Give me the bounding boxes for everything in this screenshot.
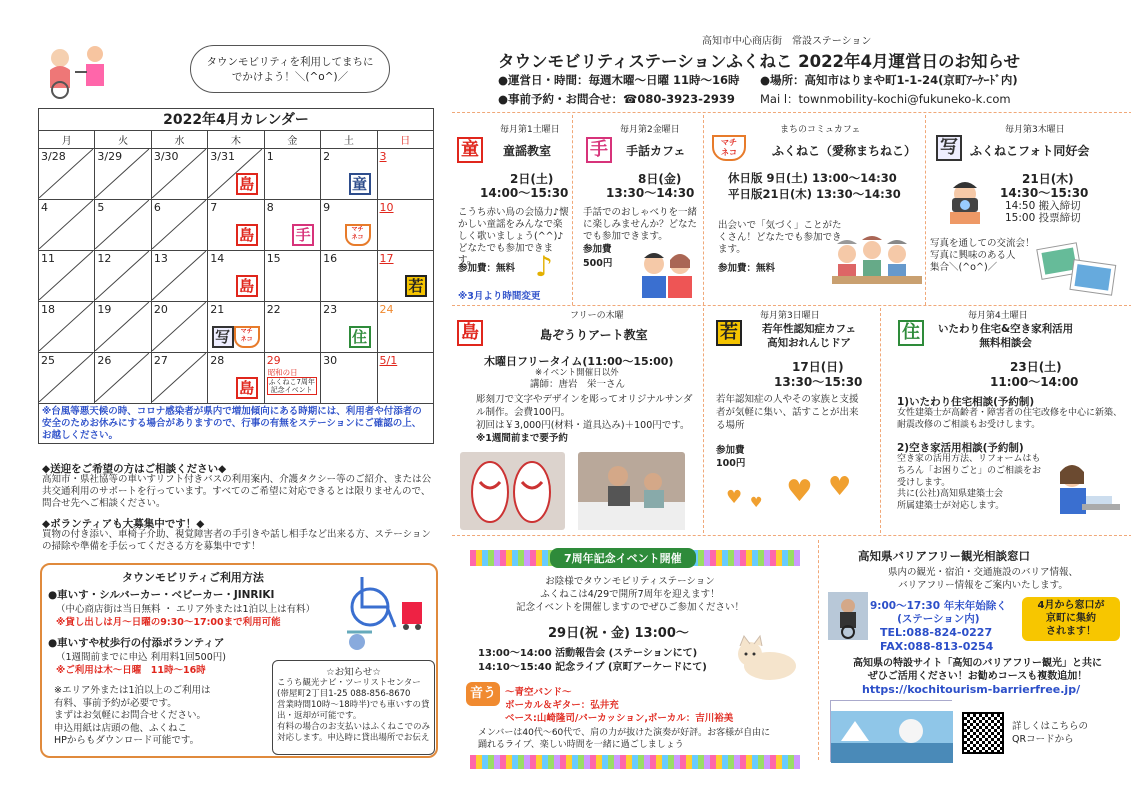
shima-mark-icon: 島 — [236, 173, 258, 195]
place-info: ●場所：高知市はりまや町1-1-24(京町ｱｰｹｰﾄﾞ内) — [760, 73, 1018, 87]
closed-day-slash — [95, 353, 149, 402]
info-box — [272, 660, 435, 755]
day-number: 3/29 — [97, 150, 123, 163]
info-title: ☆お知らせ☆ — [326, 667, 381, 678]
calendar-day — [264, 149, 320, 200]
calendar-title: 2022年4月カレンダー — [38, 108, 434, 130]
architect-illustration — [1042, 460, 1122, 530]
closed-day-slash — [95, 251, 149, 300]
volunteer-body: 買物の付き添い、車椅子介助、視覚障害者の手引きや話し相手など出来る方、ステーションの掃除や準備を手伝ってくださる方を募集中です！ — [42, 529, 431, 552]
org-name: 高知市中心商店街 常設ステーション — [702, 36, 872, 47]
event3-line1: 休日版 9日(土) 13:00～14:30 — [728, 171, 897, 185]
event2-week: 毎月第2金曜日 — [620, 125, 680, 135]
weekday-sun: 日 — [377, 131, 433, 149]
event7-s2: 2)空き家活用相談(予約制) — [897, 442, 1024, 454]
calendar-day — [151, 149, 207, 200]
event5-week: フリーの木曜 — [570, 311, 624, 321]
event2-name: 手話カフェ — [626, 144, 686, 158]
closed-day-slash — [39, 149, 93, 198]
barrier-tel: TEL:088-824-0227 — [880, 626, 993, 639]
day-number: 27 — [153, 354, 168, 367]
anniv-title: 7周年記念イベント開催 — [550, 548, 696, 568]
calendar-day — [321, 302, 377, 353]
jyu-badge-icon: 住 — [898, 320, 924, 346]
calendar-notice: ※台風等悪天候の時、コロナ感染者が県内で増加傾向にある時期には、利用者や付添者の安全のためお休みにする場合がありますので、行事の有無をステーションにご確認の上、お越しください。 — [38, 404, 434, 444]
day-number: 3/28 — [41, 150, 66, 163]
day-number: 17 — [379, 252, 394, 265]
svg-text:♥: ♥ — [726, 487, 743, 508]
shima-mark-icon: 島 — [236, 377, 258, 399]
day-number: 11 — [41, 252, 55, 265]
day-number: 1 — [266, 150, 274, 163]
event1-body: こうち赤い鳥の会協力♪懐かしい童謡をみんなで楽しく歌いましょう(^^)♪どなたでも参加できます。 — [458, 207, 569, 266]
anniv-foot: メンバーは40代～60代で、肩の力が抜けた演奏が好評。お客様が自由に踊れるライブ、楽しい時間を一緒に過ごしましょう — [478, 728, 771, 750]
closed-day-slash — [39, 251, 93, 300]
music-note-icon: ♪ — [535, 250, 553, 283]
barrier-photo — [828, 592, 868, 640]
event6-date: 17日(日) — [792, 360, 844, 374]
event4-t1: 14:50 搬入締切 — [1005, 200, 1081, 212]
closed-day-slash — [95, 149, 149, 198]
calendar-day — [264, 251, 320, 302]
usage-item-3: ※エリア外または1泊以上のご利用は 有料、事前予約が必要です。 まずはお気軽にお問合せください。 申込用紙は店頭の他、ふくねこ HPからもダウンロード可能です。 — [54, 685, 211, 746]
waka-mark-icon: 若 — [405, 275, 427, 297]
day-number: 28 — [210, 354, 225, 367]
event2-body: 手話でのおしゃべりを一緒に楽しみませんか？どなたでも参加できます。 — [583, 207, 698, 242]
anniv-band: ～青空バンド～ — [505, 687, 572, 698]
barrier-body: 県内の観光・宿泊・交通施設のバリア情報、 バリアフリー情報をご案内いたします。 — [887, 567, 1078, 591]
event3-fee: 参加費：無料 — [718, 263, 776, 274]
calendar-day — [95, 149, 151, 200]
day-number: 8 — [266, 201, 274, 214]
calendar-day — [208, 302, 264, 353]
usage-item-1: ●車いす・シルバーカー・ベビーカー・JINRIKI — [48, 589, 275, 601]
closed-day-slash — [152, 149, 206, 198]
machi-mark-icon: マチ ネコ — [345, 224, 371, 246]
closed-day-slash — [39, 302, 93, 351]
event2-fee: 参加費 500円 — [583, 244, 613, 269]
day-number: 21 — [210, 303, 225, 316]
event5-name: 島ぞうりアート教室 — [540, 328, 648, 342]
jyu-mark-icon: 住 — [349, 326, 371, 348]
calendar-day — [39, 149, 95, 200]
anniv-m2: ベース:山崎隆司/パーカッション,ボーカル：吉川裕美 — [505, 713, 734, 724]
qr-code-icon[interactable] — [962, 712, 1004, 754]
event7-name: いたわり住宅&空き家利活用 無料相談会 — [938, 323, 1074, 349]
barrier-site-screenshot — [830, 700, 952, 762]
event7-time: 11:00～14:00 — [990, 375, 1079, 389]
event5-teacher: 講師：唐岩 栄一さん — [530, 379, 626, 390]
day-number: 20 — [153, 303, 168, 316]
hours-info: ●運営日・時間：毎週木曜〜日曜 11時〜16時 — [498, 73, 740, 87]
hearts-icon — [716, 455, 866, 515]
barrier-url[interactable]: https://kochitourism-barrierfree.jp/ — [862, 683, 1081, 696]
workshop-photo — [578, 452, 685, 530]
calendar-day — [208, 149, 264, 200]
barrier-site: 高知県の特設サイト「高知のバリアフリー観光」と共に ぜひご活用ください！お勧めコースも複数追加！ — [853, 658, 1102, 682]
calendar-day — [321, 149, 377, 200]
event5-body: 彫刻刀で文字やデザインを彫ってオリジナルサンダル制作。会費100円。 初回は￥3,000円(材料・道具込み)＋100円です。 — [476, 394, 693, 431]
day-number: 19 — [97, 303, 112, 316]
usage-item-2-limit: ※ご利用は木～日曜 11時～16時 — [56, 665, 206, 676]
wheelchair-illustration — [332, 567, 432, 657]
barrier-fax: FAX:088-813-0254 — [880, 640, 994, 653]
event2-time: 13:30～14:30 — [606, 186, 695, 200]
anniversary-event-label: ふくねこ7周年 記念イベント — [268, 378, 315, 394]
anniv-p2: 14:10～15:40 記念ライブ (京町アーケードにて) — [478, 662, 707, 673]
day-number: 3/31 — [210, 150, 235, 163]
calendar-day — [377, 200, 433, 251]
sha-badge-icon: 写 — [936, 135, 962, 161]
transport-title: ◆送迎をご希望の方はご相談ください◆ — [42, 463, 227, 475]
day-number: 3 — [379, 150, 387, 163]
day-number: 13 — [153, 252, 168, 265]
calendar-day — [151, 302, 207, 353]
anniv-p1: 13:00～14:00 活動報告会 (ステーションにて) — [478, 648, 698, 659]
holiday-note: 昭和の日 — [267, 368, 298, 377]
day-number: 15 — [266, 252, 281, 265]
day-number: 10 — [379, 201, 394, 214]
day-number: 30 — [323, 354, 338, 367]
weekday-sat: 土 — [321, 131, 377, 149]
calendar-day — [151, 251, 207, 302]
event1-week: 毎月第1土曜日 — [500, 125, 560, 135]
calendar-day — [39, 200, 95, 251]
calendar-day — [264, 353, 320, 404]
day-number: 2 — [323, 150, 331, 163]
te-badge-icon: 手 — [586, 137, 612, 163]
anniv-body: お陰様でタウンモビリティステーション ふくねこは4/29で開所7周年を迎えます！ 記念イベントを開催しますのでぜひご参加ください！ — [515, 576, 744, 613]
usage-item-1-limit: ※貸し出しは月～日曜の9:30～17:00まで利用可能 — [56, 617, 281, 628]
day-number: 18 — [41, 303, 55, 316]
day-number: 12 — [97, 252, 112, 265]
event3-line2: 平日版21日(木) 13:30～14:30 — [728, 187, 901, 201]
event7-s1: 1)いたわり住宅相談(予約制) — [897, 396, 1035, 408]
usage-box — [40, 563, 438, 758]
event1-fee: 参加費：無料 — [458, 263, 516, 274]
day-number: 25 — [41, 354, 55, 367]
oto-badge-icon: 音う — [466, 682, 500, 706]
dou-badge-icon: 童 — [457, 137, 483, 163]
event4-body: 写真を通しての交流会！ 写真に興味のある人 集合＼(^o^)／ — [930, 238, 1035, 273]
event3-body: 出会いで「気づく」ことがたくさん！どなたでも参加できます。 — [718, 220, 842, 255]
day-number: 22 — [266, 303, 281, 316]
event7-week: 毎月第4土曜日 — [968, 311, 1028, 321]
event1-note: ※3月より時間変更 — [458, 291, 541, 302]
reserve-info: ●事前予約・お問合せ：☎080-3923-2939 — [498, 92, 735, 106]
day-number: 5/1 — [379, 354, 398, 367]
camera-person-illustration — [940, 180, 990, 225]
event6-week: 毎月第3日曜日 — [760, 311, 820, 321]
usage-title: タウンモビリティご利用方法 — [122, 571, 264, 584]
event4-t2: 15:00 投票締切 — [1005, 212, 1081, 224]
closed-day-slash — [152, 200, 206, 249]
calendar-day — [95, 353, 151, 404]
anniv-m1: ボーカル＆ギター：弘井充 — [505, 700, 619, 711]
calendar-day — [39, 302, 95, 353]
event3-name: ふくねこ（愛称まちねこ） — [772, 144, 917, 158]
qr-caption: 詳しくはこちらの QRコードから — [1012, 721, 1089, 745]
day-number: 14 — [210, 252, 225, 265]
closed-day-slash — [39, 353, 93, 402]
event4-name: ふくねこフォト同好会 — [970, 144, 1090, 158]
mascot-illustration — [40, 40, 120, 100]
usage-item-2-note: （1週間前までに申込 利用料1回500円) — [56, 652, 226, 663]
day-number: 7 — [210, 201, 218, 214]
day-number: 5 — [97, 201, 105, 214]
calendar-day — [39, 353, 95, 404]
day-number: 23 — [323, 303, 338, 316]
calendar-day — [95, 251, 151, 302]
calendar-day — [208, 251, 264, 302]
dou-mark-icon: 童 — [349, 173, 371, 195]
calendar-day — [264, 200, 320, 251]
day-number: 4 — [41, 201, 48, 214]
event6-fee: 参加費 100円 — [716, 445, 746, 469]
calendar-day — [377, 302, 433, 353]
sha-mark-icon: 写 — [212, 326, 234, 348]
event1-time: 14:00～15:30 — [480, 186, 569, 200]
closed-day-slash — [152, 302, 206, 351]
shima-mark-icon: 島 — [236, 275, 258, 297]
calendar-day — [321, 200, 377, 251]
weekday-wed: 水 — [151, 131, 207, 149]
event2-date: 8日(金) — [638, 172, 682, 186]
event7-s1b: 女性建築士が高齢者・障害者の住宅改修を中心に新築、耐震改修のご相談もお受けします。 — [897, 408, 1123, 430]
page-title: タウンモビリティステーションふくねこ 2022年4月運営日のお知らせ — [498, 52, 1021, 71]
day-number: 16 — [323, 252, 338, 265]
anniv-date: 29日(祝・金) 13:00～ — [548, 626, 689, 641]
transport-body: 高知市・県社協等の車いすリフト付きバスの利用案内、介護タクシー等のご紹介、または公共交通利用のサポートを行っています。すべてのご希望に対応できるとは限りませんので、問合せ先へご相談ください。 — [42, 474, 432, 509]
event5-note: ※1週間前まで要予約 — [476, 433, 568, 444]
event1-date: 2日(土) — [510, 172, 554, 186]
calendar-day — [95, 302, 151, 353]
sign-language-illustration — [636, 250, 696, 300]
weekday-thu: 木 — [208, 131, 264, 149]
usage-item-1-note: （中心商店街は当日無料 ・ エリア外または1泊以上は有料） — [56, 604, 316, 615]
day-number: 6 — [153, 201, 161, 214]
event5-time: 木曜日フリータイム(11:00～15:00) — [484, 355, 674, 368]
anniv-stripe-bottom — [470, 755, 800, 769]
svg-text:♥: ♥ — [750, 495, 763, 511]
event7-s2b: 空き家の活用方法、リフォームはもちろん「お困りごと」のご相談をお受けします。 — [897, 454, 1042, 488]
te-mark-icon: 手 — [292, 224, 314, 246]
shima-badge-icon: 島 — [457, 320, 483, 346]
weekday-mon: 月 — [39, 131, 95, 149]
event1-name: 童謡教室 — [503, 144, 552, 158]
usage-item-2: ●車いすや杖歩行の付添ボランティア — [48, 637, 225, 649]
event4-date: 21日(木) — [1022, 172, 1074, 186]
sandal-photo — [460, 452, 565, 530]
speech-bubble: タウンモビリティを利用してまちに でかけよう！＼(^o^)／ — [190, 45, 390, 93]
calendar-day — [264, 302, 320, 353]
waka-badge-icon: 若 — [716, 320, 742, 346]
event7-s3: 共に(公社)高知県建築士会 所属建築士が対応します。 — [897, 489, 1005, 511]
calendar-day — [208, 353, 264, 404]
day-number: 24 — [379, 303, 394, 316]
calendar-day — [377, 251, 433, 302]
day-number: 3/30 — [153, 150, 179, 163]
event6-time: 13:30～15:30 — [774, 375, 863, 389]
day-number: 26 — [97, 354, 112, 367]
calendar-day — [321, 251, 377, 302]
event7-date: 23日(土) — [1010, 360, 1062, 374]
calendar-day — [208, 200, 264, 251]
event6-body: 若年認知症の人やその家族と支援者が気軽に集い、話すことが出来る場所 — [716, 394, 859, 431]
closed-day-slash — [95, 200, 149, 249]
calendar — [38, 108, 434, 444]
info-body: こうち観光ナビ・ツーリストセンター(帯屋町2丁目1-25 088-856-8670 営業時間10時～18時半)でも車いすの貸出・返却が可能です。 有料の場合のお支払いはふくねこでのみ対応します。申込時に貸出場所でお伝え — [277, 678, 431, 743]
calendar-day — [377, 353, 433, 404]
shima-mark-icon: 島 — [236, 224, 258, 246]
volunteer-title: ◆ボランティアも大募集中です！◆ — [42, 518, 205, 530]
event6-name: 若年性認知症カフェ 高知おれんじドア — [762, 323, 856, 349]
event5-sub: ※イベント開催日以外 — [535, 368, 619, 378]
closed-day-slash — [152, 251, 206, 300]
calendar-day — [151, 353, 207, 404]
day-number: 9 — [323, 201, 331, 214]
day-number: 29 — [266, 354, 281, 367]
calendar-day — [95, 200, 151, 251]
machi-mark-icon: マチ ネコ — [234, 326, 260, 348]
calendar-day — [39, 251, 95, 302]
cafe-people-illustration — [832, 236, 922, 296]
mail-info: Mai l：townmobility-kochi@fukuneko-k.com — [760, 92, 1011, 106]
event4-time: 14:30～15:30 — [1000, 186, 1089, 200]
svg-text:♥: ♥ — [828, 472, 852, 502]
weekday-fri: 金 — [264, 131, 320, 149]
barrier-hours: 9:00～17:30 年末年始除く (ステーション内) — [870, 600, 1007, 625]
barrier-title: 高知県バリアフリー観光相談窓口 — [858, 549, 1031, 563]
cat-illustration — [730, 632, 800, 682]
calendar-day — [151, 200, 207, 251]
event4-week: 毎月第3木曜日 — [1005, 125, 1065, 135]
closed-day-slash — [95, 302, 149, 351]
barrier-callout: 4月から窓口が 京町に集約 されます！ — [1022, 597, 1120, 641]
svg-text:♥: ♥ — [786, 474, 813, 509]
weekday-tue: 火 — [95, 131, 151, 149]
photo-frames-illustration — [1030, 236, 1120, 301]
closed-day-slash — [39, 200, 93, 249]
closed-day-slash — [152, 353, 206, 402]
machineko-badge-icon: マチ ネコ — [712, 135, 746, 161]
event3-week: まちのコミュカフェ — [780, 125, 861, 135]
calendar-day — [377, 149, 433, 200]
calendar-day — [321, 353, 377, 404]
